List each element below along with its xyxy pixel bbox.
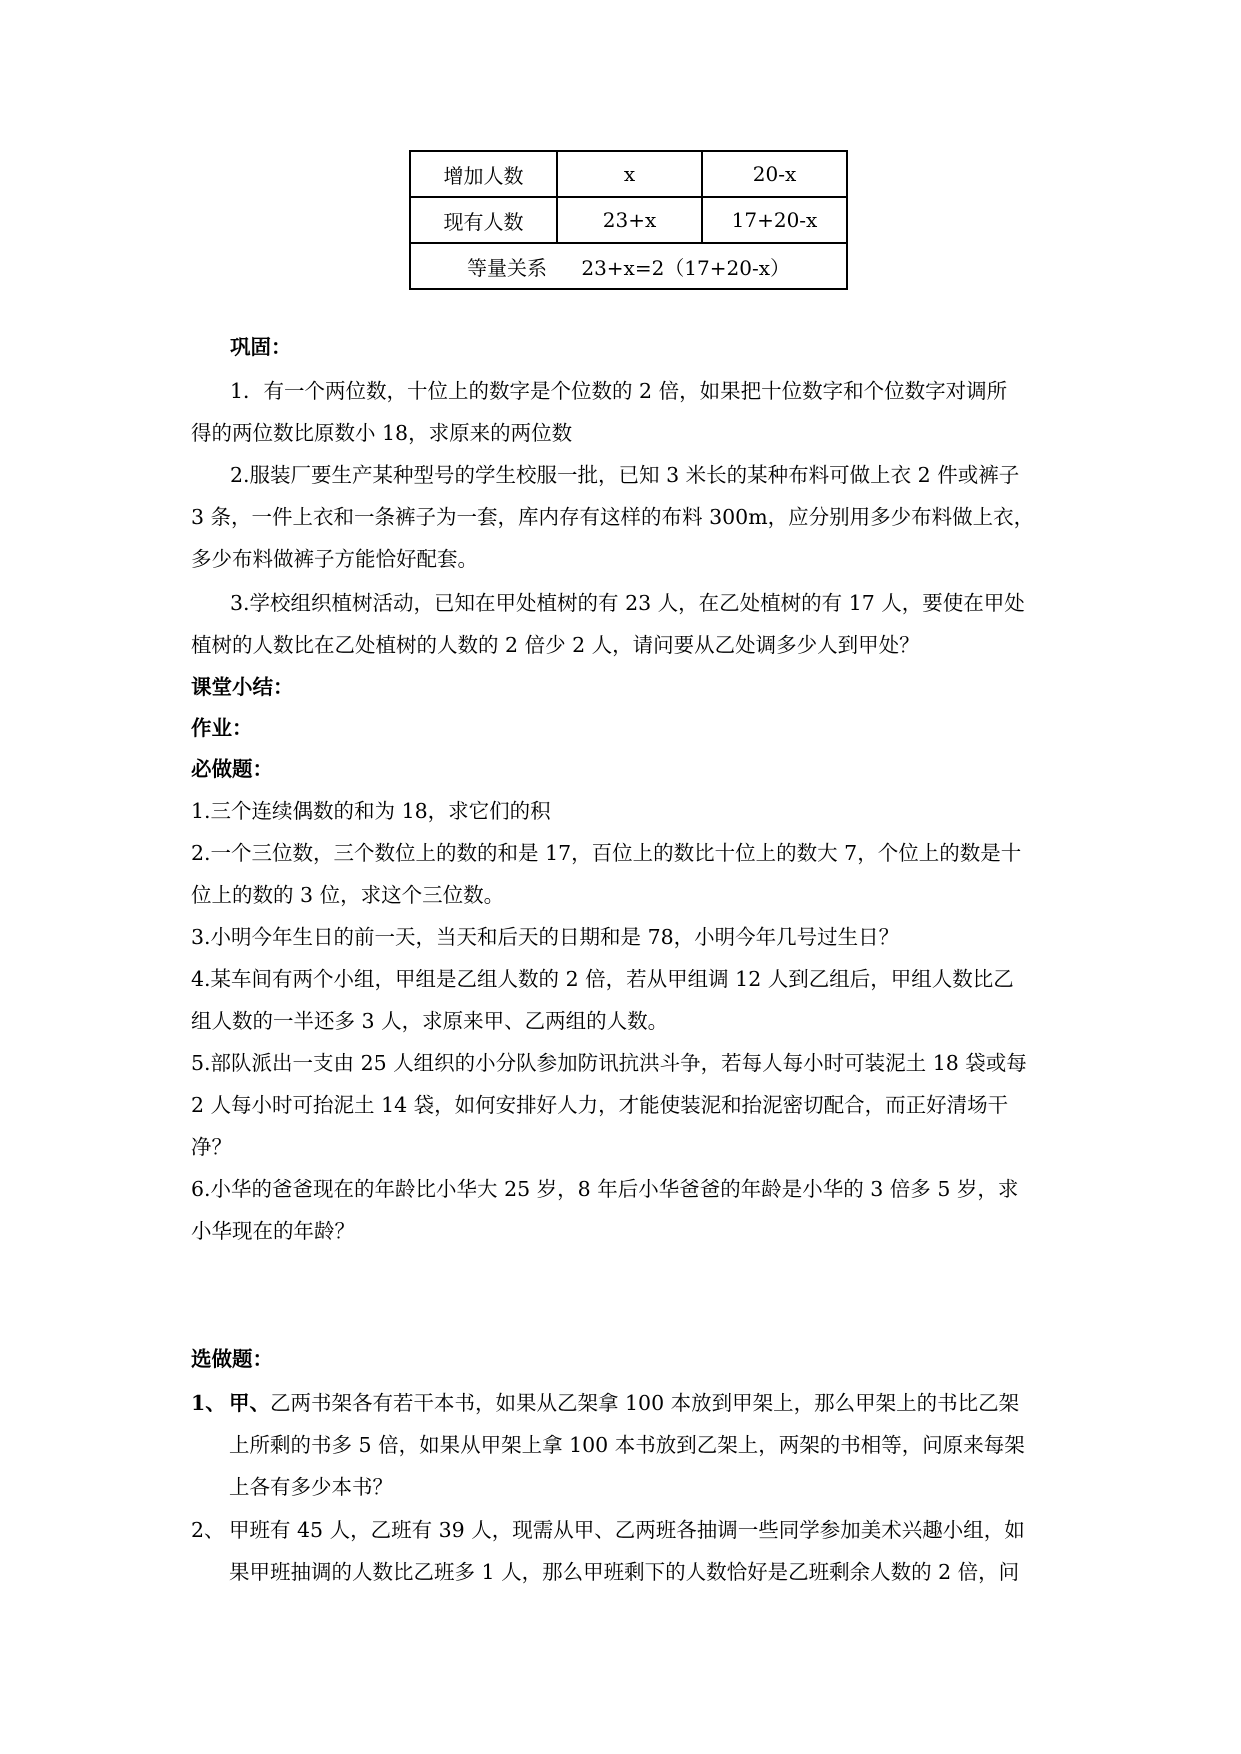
equation-table [409,150,848,290]
table-cell: 现有人数 [410,197,557,243]
problem-text: 净？ [191,1135,232,1159]
required-heading: 必做题： [191,757,273,781]
problem-text: 3.学校组织植树活动，已知在甲处植树的有 23 人，在乙处植树的有 17 人，要使在甲处 [230,591,1025,615]
problem-text: 4.某车间有两个小组，甲组是乙组人数的 2 倍，若从甲组调 12 人到乙组后，甲组人数比乙 [191,967,1014,991]
problem-text-bold: 甲、 [229,1391,270,1415]
problem-text: 6.小华的爸爸现在的年龄比小华大 25 岁，8 年后小华爸爸的年龄是小华的 3 倍多 5 岁，求 [191,1177,1019,1201]
summary-heading: 课堂小结： [191,675,294,699]
problem-text: 5.部队派出一支由 25 人组织的小分队参加防讯抗洪斗争，若每人每小时可装泥土 18 袋或每 [191,1051,1027,1075]
relation-label: 等量关系 [466,255,547,280]
problem-text-rest: 乙两书架各有若干本书，如果从乙架拿 100 本放到甲架上，那么甲架上的书比乙架 [270,1391,1020,1415]
problem-text: 多少布料做裤子方能恰好配套。 [191,547,478,571]
problem-text: 小华现在的年龄？ [191,1219,355,1243]
problem-text: 1．有一个两位数，十位上的数字是个位数的 2 倍，如果把十位数字和个位数字对调所 [230,379,1008,403]
table-cell: 17+20-x [702,197,847,243]
problem-text: 1.三个连续偶数的和为 18，求它们的积 [191,799,551,823]
table-cell: x [557,151,702,197]
problem-text: 上所剩的书多 5 倍，如果从甲架上拿 100 本书放到乙架上，两架的书相等，问原来每架 [229,1433,1025,1457]
relation-cell [410,243,847,289]
table-cell: 20-x [702,151,847,197]
problem-text: 甲班有 45 人，乙班有 39 人，现需从甲、乙两班各抽调一些同学参加美术兴趣小组，如 [229,1518,1025,1542]
table-row [410,197,847,243]
table-cell: 增加人数 [410,151,557,197]
problem-text: 2.一个三位数，三个数位上的数的和是 17，百位上的数比十位上的数大 7，个位上的数是十 [191,841,1022,865]
relation-expression: 23+x=2（17+20-x） [581,255,791,280]
list-number: 2、 [191,1518,225,1542]
problem-text: 果甲班抽调的人数比乙班多 1 人，那么甲班剩下的人数恰好是乙班剩余人数的 2 倍，问 [229,1560,1020,1584]
problem-text [229,1386,1019,1416]
table-row [410,243,847,289]
optional-heading: 选做题： [191,1347,273,1371]
problem-text: 植树的人数比在乙处植树的人数的 2 倍少 2 人，请问要从乙处调多少人到甲处？ [191,633,920,657]
problem-text: 3 条，一件上衣和一条裤子为一套，库内存有这样的布料 300m，应分别用多少布料做上衣， [191,505,1035,529]
problem-text: 位上的数的 3 位，求这个三位数。 [191,883,505,907]
consolidation-heading: 巩固： [230,335,292,359]
problem-text: 得的两位数比原数小 18，求原来的两位数 [191,421,573,445]
list-number: 1、 [191,1391,226,1415]
table-cell: 23+x [557,197,702,243]
problem-text: 3.小明今年生日的前一天，当天和后天的日期和是 78，小明今年几号过生日？ [191,925,900,949]
problem-text: 组人数的一半还多 3 人，求原来甲、乙两组的人数。 [191,1009,669,1033]
problem-text: 上各有多少本书？ [229,1475,393,1499]
homework-heading: 作业： [191,716,253,740]
problem-text: 2 人每小时可抬泥土 14 袋，如何安排好人力，才能使装泥和抬泥密切配合，而正好清场干 [191,1093,1009,1117]
table-row [410,151,847,197]
problem-text: 2.服装厂要生产某种型号的学生校服一批，已知 3 米长的某种布料可做上衣 2 件或裤子 [230,463,1020,487]
